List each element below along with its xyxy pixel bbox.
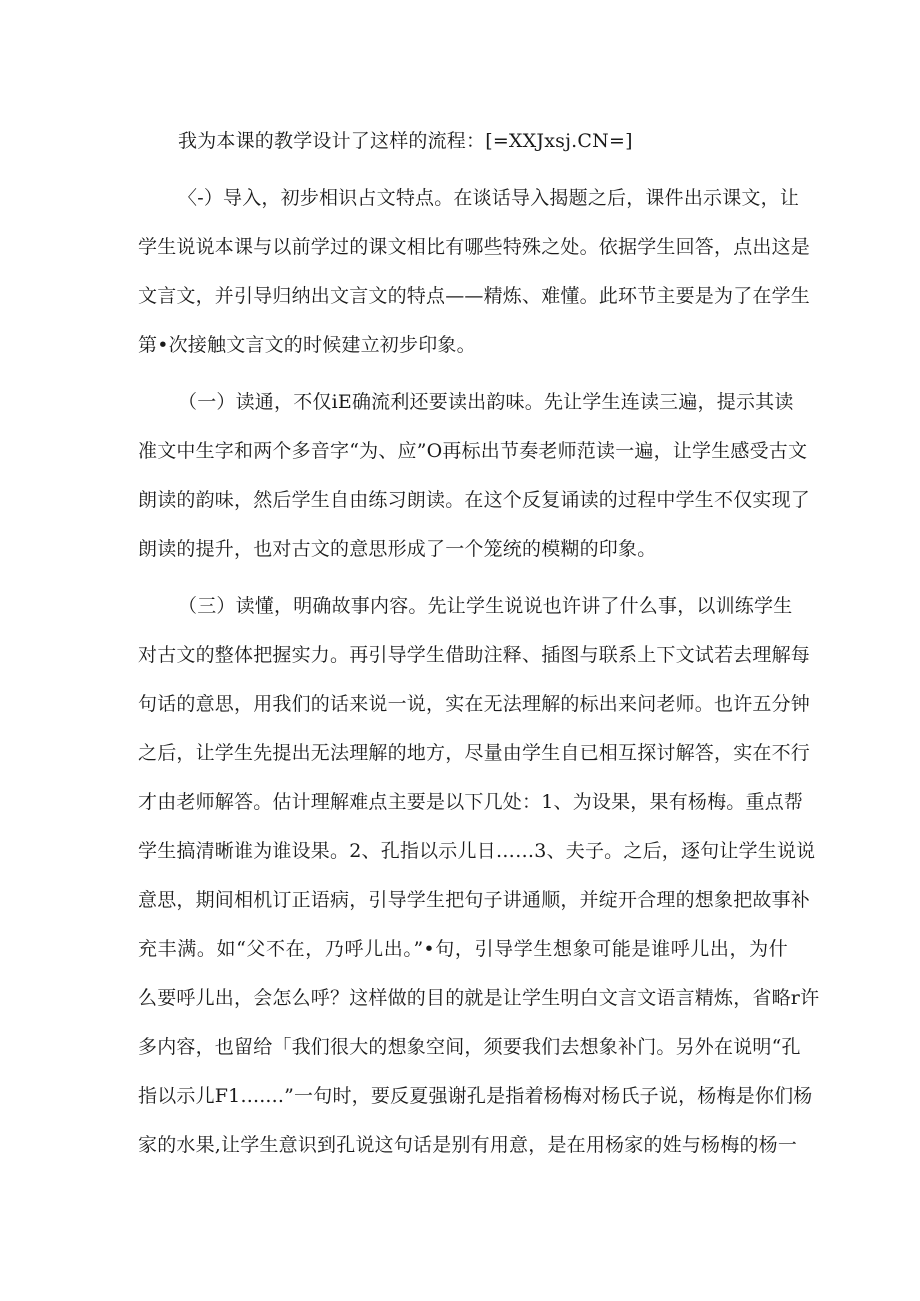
- text-line: 准文中生字和两个多音字“为、应”O再标出节奏老师范读一遍，让学生感受古文: [138, 440, 808, 462]
- text-line-intro: 我为本课的教学设计了这样的流程：[=XXJxsj.CN=]: [178, 130, 633, 152]
- text-line: 文言文，并引导归纳出文言文的特点——精炼、难懂。此环节主要是为了在学生: [138, 285, 811, 307]
- text-line: 意思，期间相机订正语病，引导学生把句子讲通顺，并绽开合理的想象把故事补: [138, 889, 811, 911]
- text-line: 句话的意思，用我们的话来说一说，实在无法理解的标出来问老师。也许五分钟: [138, 693, 811, 715]
- text-line: （一）读通，不仅iE确流利还要读出韵味。先让学生连读三遍，提示其读: [178, 391, 794, 413]
- text-line: 家的水果,让学生意识到孔说这句话是别有用意，是在用杨家的姓与杨梅的杨一: [138, 1134, 798, 1156]
- text-line: 才由老师解答。估计理解难点主要是以下几处：1、为设果，果有杨梅。重点帮: [138, 791, 804, 813]
- text-line: 指以示儿F1.......”一句时，要反夏强谢孔是指着杨梅对杨氏子说，杨梅是你们杨: [138, 1085, 813, 1107]
- text-line: （三）读懂，明确故事内容。先让学生说说也许讲了什么事，以训练学生: [178, 595, 793, 617]
- text-line: 之后，让学生先提出无法理解的地方，尽量由学生自已相互探讨解答，实在不行: [138, 742, 811, 764]
- text-line: 朗读的提升，也对古文的意思形成了一个笼统的模糊的印象。: [138, 538, 657, 560]
- text-line: 对古文的整体把握实力。再引导学生借助注释、插图与联系上下文试若去理解每: [138, 644, 811, 666]
- text-line: 第•次接触文言文的时候建立初步印象。: [138, 334, 476, 356]
- text-line: 多内容，也留给「我们很大的想象空间，须要我们去想象补门。另外在说明“孔: [138, 1036, 801, 1058]
- text-line: 朗读的韵味，然后学生自由练习朗读。在这个反复诵读的过程中学生不仅实现了: [138, 489, 811, 511]
- text-line: 〈-）导入，初步相识占文特点。在谈话导入揭题之后，课件出示课文，让: [178, 187, 800, 209]
- text-line: 充丰满。如“父不在，乃呼儿出。”•句，引导学生想象可能是谁呼儿出，为什: [138, 938, 788, 960]
- text-line: 学生搞清晰谁为谁设果。2、孔指以示儿日……3、夫子。之后，逐句让学生说说: [138, 840, 816, 862]
- text-line: 么要呼儿出，会怎么呼？这样做的目的就是让学生明白文言文语言精炼，省略r许: [138, 987, 820, 1009]
- text-line: 学生说说本课与以前学过的课文相比有哪些特殊之处。依据学生回答，点出这是: [138, 236, 811, 258]
